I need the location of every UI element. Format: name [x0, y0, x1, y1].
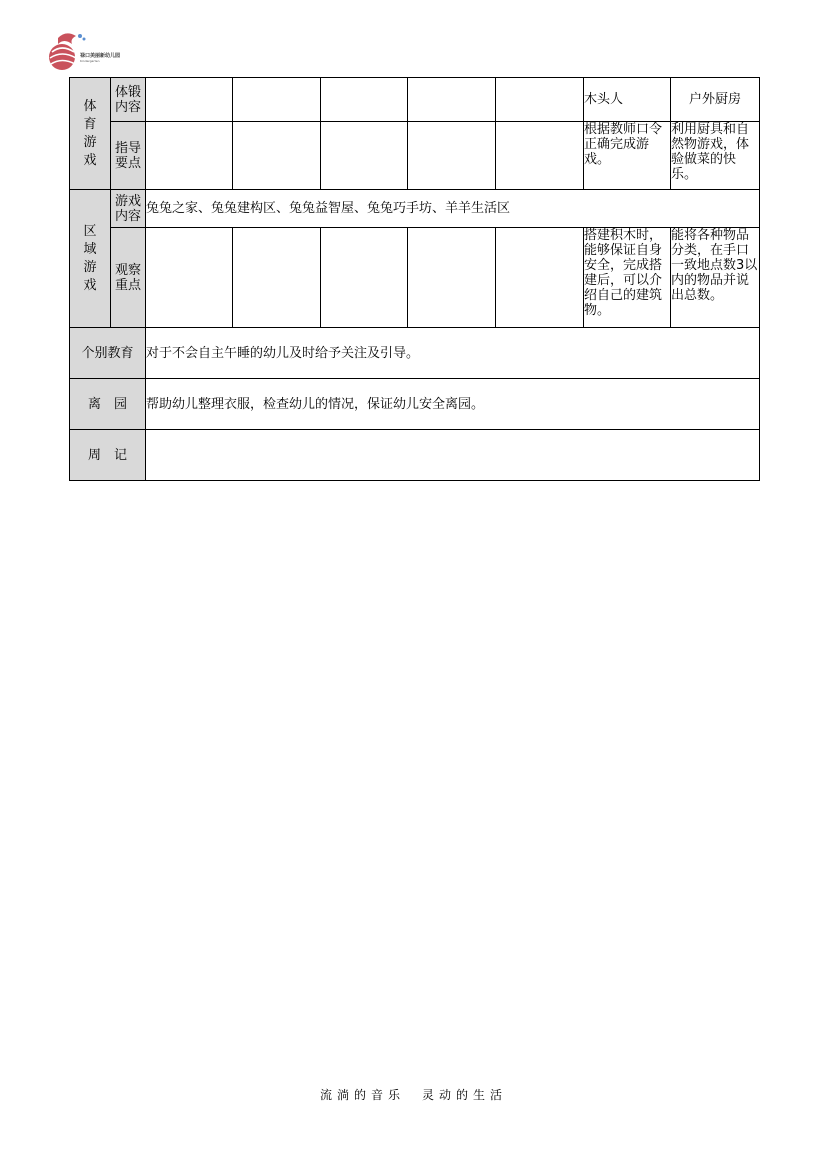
- area-content-text: 兔兔之家、兔兔建构区、兔兔益智屋、兔兔巧手坊、羊羊生活区: [146, 190, 760, 228]
- sports-content-cell: [233, 78, 321, 122]
- individual-text: 对于不会自主午睡的幼儿及时给予关注及引导。: [146, 328, 760, 379]
- sports-guide-label: 指导要点: [111, 122, 146, 190]
- area-category-cell: [70, 190, 111, 328]
- weekly-text: [146, 430, 760, 481]
- area-observe-cell: [233, 228, 321, 328]
- sports-content-row: [70, 78, 760, 122]
- sports-guide-cell: 根据教师口令正确完成游戏。: [584, 122, 671, 190]
- leaving-label: 离 园: [70, 379, 146, 430]
- sports-guide-cell: [321, 122, 408, 190]
- sports-content-cell: 木头人: [584, 78, 671, 122]
- logo-subtitle: Kindergarten: [80, 59, 100, 63]
- weekly-label: 周 记: [70, 430, 146, 481]
- weekly-plan-table: [69, 77, 760, 481]
- area-observe-cell: 能将各种物品分类，在手口一致地点数3以内的物品并说出总数。: [671, 228, 760, 328]
- area-observe-cell: [321, 228, 408, 328]
- sports-content-cell: [321, 78, 408, 122]
- area-category-label: 区域游戏: [83, 223, 97, 293]
- sports-guide-cell: [233, 122, 321, 190]
- sports-content-label: 体锻内容: [111, 78, 146, 122]
- area-content-label: 游戏内容: [111, 190, 146, 228]
- logo-name: 禄口美丽新幼儿园: [80, 53, 121, 59]
- individual-label: 个别教育: [70, 328, 146, 379]
- sports-category-label: 体育游戏: [83, 98, 97, 168]
- sports-guide-cell: [408, 122, 496, 190]
- individual-row: [70, 328, 760, 379]
- area-observe-cell: [408, 228, 496, 328]
- sports-guide-row: [70, 122, 760, 190]
- area-observe-cell: [496, 228, 584, 328]
- area-observe-row: [70, 228, 760, 328]
- sports-content-cell: [496, 78, 584, 122]
- leaving-row: [70, 379, 760, 430]
- sports-content-cell: [146, 78, 233, 122]
- sports-content-cell: 户外厨房: [671, 78, 760, 122]
- sports-content-cell: [408, 78, 496, 122]
- weekly-row: [70, 430, 760, 481]
- area-observe-cell: [146, 228, 233, 328]
- area-observe-label: 观察重点: [111, 228, 146, 328]
- sports-guide-cell: 利用厨具和自然物游戏，体验做菜的快乐。: [671, 122, 760, 190]
- sports-guide-cell: [146, 122, 233, 190]
- area-content-row: [70, 190, 760, 228]
- leaving-text: 帮助幼儿整理衣服，检查幼儿的情况，保证幼儿安全离园。: [146, 379, 760, 430]
- area-observe-cell: 搭建积木时，能够保证自身安全，完成搭建后，可以介绍自己的建筑物。: [584, 228, 671, 328]
- page-footer-slogan: 流淌的音乐 灵动的生活: [319, 1088, 507, 1102]
- sports-guide-cell: [496, 122, 584, 190]
- sports-category-cell: [70, 78, 111, 190]
